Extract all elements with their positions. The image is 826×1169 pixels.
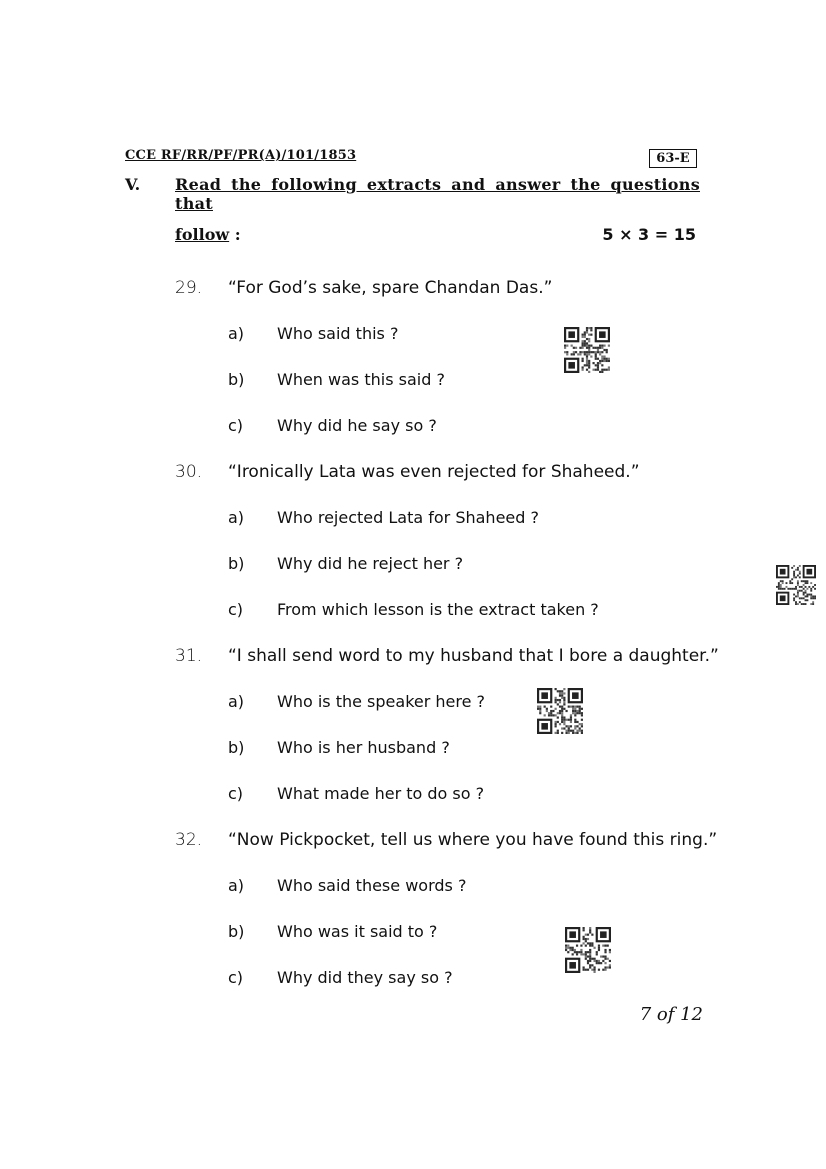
option-letter: c) (228, 784, 244, 803)
section-title: Read the following extracts and answer the questions that (175, 175, 700, 213)
option-letter: b) (228, 370, 245, 389)
option-letter: a) (228, 876, 245, 895)
option-letter: a) (228, 324, 245, 343)
option-text: Who was it said to ? (277, 922, 438, 941)
option-letter: c) (228, 416, 244, 435)
option-text: When was this said ? (277, 370, 445, 389)
option-text: From which lesson is the extract taken ? (277, 600, 599, 619)
option-text: Who rejected Lata for Shaheed ? (277, 508, 539, 527)
option-text: Who is the speaker here ? (277, 692, 486, 711)
question-text: “I shall send word to my husband that I bore a daughter.” (228, 646, 719, 666)
paper-code: CCE RF/RR/PF/PR(A)/101/1853 (125, 148, 357, 163)
section-title-continued (175, 225, 241, 244)
question-number: 29. (175, 278, 203, 298)
option-text: What made her to do so ? (277, 784, 485, 803)
question-text: “For God’s sake, spare Chandan Das.” (228, 278, 553, 298)
qr-code-icon (776, 565, 816, 605)
question-text: “Ironically Lata was even rejected for Shaheed.” (228, 462, 640, 482)
paper-code-box: 63-E (649, 149, 697, 168)
section-title-colon: : (229, 225, 241, 244)
qr-code-icon (565, 927, 611, 973)
option-letter: a) (228, 692, 245, 711)
question-number: 30. (175, 462, 203, 482)
option-text: Why did he say so ? (277, 416, 437, 435)
option-text: Why did he reject her ? (277, 554, 464, 573)
section-title-follow: follow (175, 225, 230, 244)
question-text: “Now Pickpocket, tell us where you have found this ring.” (228, 830, 718, 850)
page-number: 7 of 12 (639, 1004, 703, 1025)
option-letter: b) (228, 738, 245, 757)
qr-code-icon (537, 688, 583, 734)
option-letter: b) (228, 922, 245, 941)
option-text: Why did they say so ? (277, 968, 453, 987)
option-letter: a) (228, 508, 245, 527)
qr-code-icon (564, 327, 610, 373)
question-number: 32. (175, 830, 203, 850)
option-text: Who is her husband ? (277, 738, 450, 757)
question-number: 31. (175, 646, 203, 666)
section-marks: 5 × 3 = 15 (602, 225, 696, 244)
option-letter: c) (228, 968, 244, 987)
option-text: Who said this ? (277, 324, 399, 343)
option-letter: b) (228, 554, 245, 573)
option-text: Who said these words ? (277, 876, 467, 895)
option-letter: c) (228, 600, 244, 619)
section-number: V. (125, 175, 141, 194)
